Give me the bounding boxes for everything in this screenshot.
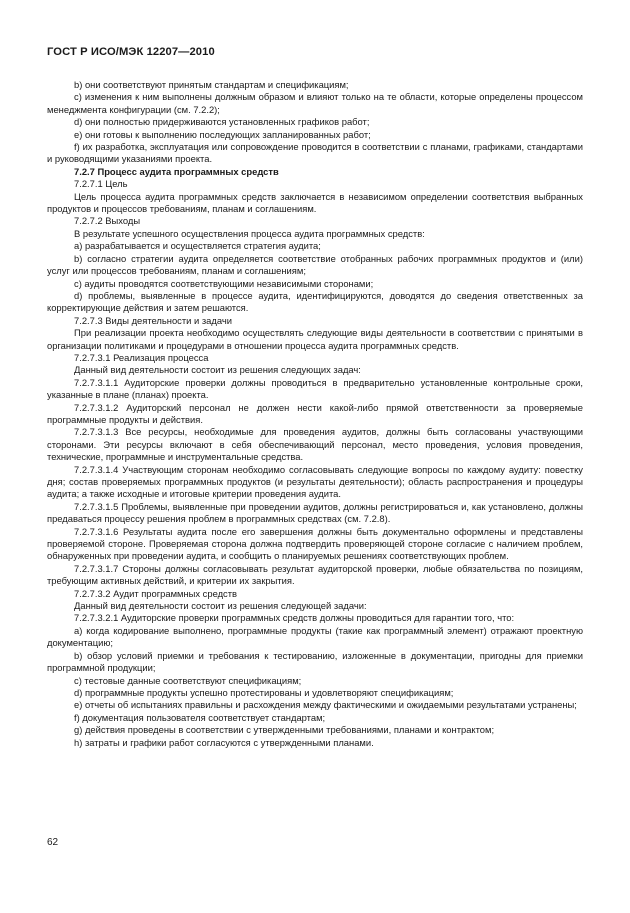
paragraph: 7.2.7.3.1.2 Аудиторский персонал не должен нести какой-либо прямой ответственности за проверяемые программные продукты и действия. — [47, 401, 583, 425]
paragraph: c) изменения к ним выполнены должным образом и влияют только на те области, которые определены процессом менеджмента конфигурации (см. 7.2.2); — [47, 91, 583, 115]
paragraph: 7.2.7.3.1.5 Проблемы, выявленные при проведении аудитов, должны регистрироваться и, как установлено, должны предаваться процессу решения проблем в программных средствах (см. 7.2.8). — [47, 500, 583, 525]
paragraph: a) разрабатывается и осуществляется стратегия аудита; — [74, 240, 321, 252]
paragraph: b) они соответствуют принятым стандартам и спецификациям; — [74, 79, 349, 90]
subsection-heading: 7.2.7.3 Виды деятельности и задачи — [74, 314, 232, 326]
paragraph: 7.2.7.3.1.1 Аудиторские проверки должны проводиться в предварительно установленные контрольные сроки, указанные в плане (планах) проекта. — [47, 376, 583, 401]
paragraph: f) их разработка, эксплуатация или сопровождение проводится в соответствии с планами, графиками, стандартами и руководящими указаниями проекта. — [47, 141, 583, 165]
paragraph: b) согласно стратегии аудита определяется соответствие отобранных рабочих программных продуктов и (или) услуг или процессов требованиям, планам и соглашениям; — [47, 252, 583, 277]
paragraph: Цель процесса аудита программных средств заключается в независимом определении соответствия выбранных продуктов и процессов требованиям, планам и соглашениям. — [47, 190, 583, 215]
paragraph: f) документация пользователя соответствует стандартам; — [74, 711, 326, 723]
paragraph: 7.2.7.3.1.3 Все ресурсы, необходимые для проведения аудитов, должны быть согласованы участвующими сторонами. Эти ресурсы включают в себя обеспечивающий персонал, место проведения, условия проведения, технические, программные и инструментальные средства. — [47, 426, 583, 463]
paragraph: Данный вид деятельности состоит из решения следующих задач: — [74, 364, 361, 376]
paragraph: b) обзор условий приемки и требования к тестированию, изложенные в документации, пригодны для приемки программной продукции; — [47, 649, 583, 674]
paragraph: h) затраты и графики работ согласуются с утвержденными планами. — [74, 736, 374, 748]
paragraph: e) они готовы к выполнению последующих запланированных работ; — [74, 128, 371, 140]
paragraph: c) тестовые данные соответствуют спецификациям; — [74, 674, 302, 686]
subsection-heading: 7.2.7.2 Выходы — [74, 215, 141, 227]
section-heading: 7.2.7 Процесс аудита программных средств — [74, 165, 279, 177]
subsection-heading: 7.2.7.1 Цель — [74, 178, 128, 190]
paragraph: d) программные продукты успешно протестированы и удовлетворяют спецификациям; — [74, 686, 454, 698]
paragraph: 7.2.7.3.1.7 Стороны должны согласовывать результат аудиторской проверки, любые обязательства по позициям, требующим активных действий, и критерии их закрытия. — [47, 562, 583, 587]
paragraph: e) отчеты об испытаниях правильны и расхождения между фактическими и ожидаемыми результатами устранены; — [74, 699, 577, 711]
paragraph: d) они полностью придерживаются установленных графиков работ; — [74, 116, 370, 128]
subsection-heading: 7.2.7.3.1 Реализация процесса — [74, 351, 209, 363]
paragraph: Данный вид деятельности состоит из решения следующей задачи: — [74, 600, 367, 612]
subsection-heading: 7.2.7.3.2 Аудит программных средств — [74, 587, 238, 599]
paragraph: В результате успешного осуществления процесса аудита программных средств: — [74, 227, 425, 239]
document-header: ГОСТ Р ИСО/МЭК 12207—2010 — [47, 46, 215, 58]
paragraph: d) проблемы, выявленные в процессе аудита, идентифицируются, доводятся до сведения ответственных за корректирующие действия и затем решаются. — [47, 289, 583, 314]
document-body — [47, 79, 583, 749]
paragraph: При реализации проекта необходимо осуществлять следующие виды деятельности в соответствии с принятыми в организации политиками и процедурами в отношении процесса аудита программных средств. — [47, 327, 583, 351]
paragraph: 7.2.7.3.1.6 Результаты аудита после его завершения должны быть документально оформлены и представлены проверяемой стороне. Проверяемая сторона должна подтвердить проверяющей стороне согласие с наличием проблем, обнаруженных при проведении аудита, и сообщить о планируемых решениях соответствующих проблем. — [47, 525, 583, 562]
paragraph: 7.2.7.3.2.1 Аудиторские проверки программных средств должны проводиться для гарантии того, что: — [74, 612, 515, 624]
paragraph: g) действия проведены в соответствии с утвержденными требованиями, планами и контрактом; — [74, 724, 495, 736]
page-number: 62 — [47, 837, 59, 848]
paragraph: 7.2.7.3.1.4 Участвующим сторонам необходимо согласовывать следующие вопросы по каждому аудиту: повестку дня; состав проверяемых программных продуктов (и результаты деятельности); область распространения и процедуры аудита; а также исходные и итоговые критерии проведения аудита. — [47, 463, 583, 500]
paragraph: c) аудиты проводятся соответствующими независимыми сторонами; — [74, 277, 374, 289]
paragraph: a) когда кодирование выполнено, программные продукты (такие как программный элемент) отражают проектную документацию; — [47, 624, 583, 649]
